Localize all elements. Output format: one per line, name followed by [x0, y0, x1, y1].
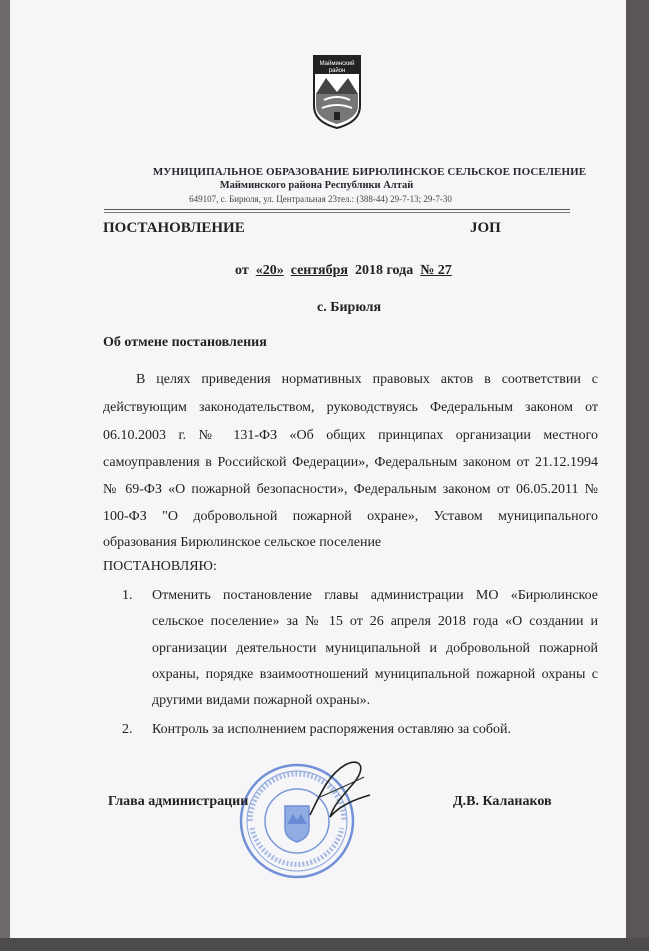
header-divider	[104, 209, 570, 210]
doc-type: ПОСТАНОВЛЕНИЕ	[103, 220, 245, 236]
item-1-line-4: охраны, порядке взаимоотношений муниципальной пожарной охраны с	[152, 667, 598, 682]
date-prefix: от	[235, 263, 249, 278]
date-day: «20»	[255, 263, 284, 278]
table-edge	[0, 938, 649, 951]
item-number-1: 1.	[122, 588, 133, 603]
org-region: Майминского района Республики Алтай	[219, 180, 414, 191]
body-line-6: 100-ФЗ "О добровольной пожарной охране», Уставом муниципального	[103, 509, 598, 524]
item-1-line-1: Отменить постановление главы администрации МО «Бирюлинское	[152, 588, 598, 603]
crest-text-line2: район	[328, 68, 346, 74]
doc-date	[235, 262, 452, 280]
date-year: 2018 года	[355, 263, 414, 278]
body-line-3: 06.10.2003 г. № 131-ФЗ «Об общих принципах организации местного	[103, 428, 598, 443]
resolve-heading: ПОСТАНОВЛЯЮ:	[103, 559, 217, 574]
doc-place: с. Бирюля	[317, 300, 382, 315]
org-name: МУНИЦИПАЛЬНОЕ ОБРАЗОВАНИЕ БИРЮЛИНСКОЕ СЕЛЬСКОЕ ПОСЕЛЕНИЕ	[152, 166, 587, 178]
item-2-text: Контроль за исполнением распоряжения оставляю за собой.	[152, 722, 512, 737]
item-number-2: 2.	[122, 722, 133, 737]
signatory-name: Д.В. Каланаков	[453, 794, 552, 809]
item-1-line-2: сельское поселение» за № 15 от 26 апреля 2018 года «О создании и	[152, 614, 598, 629]
header-divider-2	[104, 212, 570, 213]
body-line-5: № 69-ФЗ «О пожарной безопасности», Федеральным законом от 06.05.2011 №	[103, 482, 598, 497]
page-shadow	[626, 0, 649, 951]
date-month: сентября	[290, 263, 348, 278]
doc-number: № 27	[420, 263, 452, 278]
body-line-7: образования Бирюлинское сельское поселение	[103, 535, 382, 550]
body-line-2: действующим законодательством, руководствуясь Федеральным законом от	[103, 400, 598, 415]
body-line-1: В целях приведения нормативных правовых актов в соответствии с	[136, 372, 598, 387]
body-line-4: самоуправления в Российской Федерации», Федеральным законом от 21.12.1994	[103, 455, 598, 470]
signatory-position: Глава администрации	[108, 794, 249, 809]
org-address: 649107, с. Бирюля, ул. Центральная 23тел.: (388-44) 29-7-13; 29-7-30	[189, 194, 452, 204]
signature-icon	[290, 755, 380, 825]
crest-text-line1: Майминский	[319, 61, 355, 67]
coat-of-arms-icon	[312, 54, 362, 130]
doc-type-alt: JОП	[470, 220, 501, 236]
doc-subject: Об отмене постановления	[103, 335, 267, 350]
item-1-line-3: организации деятельности муниципальной и добровольной пожарной	[152, 641, 598, 656]
item-1-line-5: другими видами пожарной охраны».	[152, 693, 371, 708]
